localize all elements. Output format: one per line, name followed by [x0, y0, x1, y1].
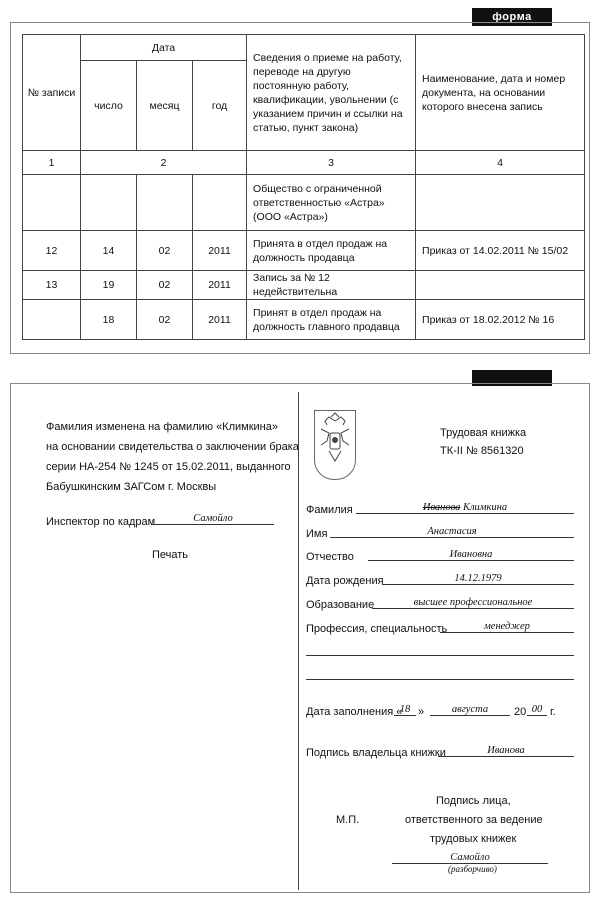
birth-field: 14.12.1979: [382, 573, 574, 585]
cell-day: [81, 175, 137, 231]
double-headed-eagle-icon: [315, 411, 355, 477]
name-label: Имя: [306, 528, 328, 540]
column-number: 4: [416, 151, 585, 175]
cell-month: 02: [137, 300, 193, 340]
form-tab: форма: [472, 8, 552, 26]
responsible-line: трудовых книжек: [430, 833, 517, 845]
name-field: Анастасия: [330, 526, 574, 538]
cell-doc: [416, 175, 585, 231]
owner-sign-label: Подпись владельца книжки: [306, 747, 446, 759]
stamp-place-label: М.П.: [336, 814, 360, 826]
table-row: [23, 300, 585, 340]
profession-field: менеджер: [440, 621, 574, 633]
header-record-no: № записи: [23, 35, 81, 151]
cell-day: 18: [81, 300, 137, 340]
table-row: [23, 231, 585, 271]
education-field: высшее профессиональное: [372, 597, 574, 609]
cell-doc: [416, 271, 585, 300]
profession-label: Профессия, специальность: [306, 623, 448, 635]
cell-month: 02: [137, 271, 193, 300]
blank-line: [306, 655, 574, 656]
table-row: [23, 271, 585, 300]
surname-field: [356, 502, 574, 514]
book-number: ТК-II № 8561320: [440, 445, 524, 457]
blank-line: [306, 679, 574, 680]
surname-old: Иванова: [422, 502, 461, 513]
cell-doc: Приказ от 18.02.2012 № 16: [416, 300, 585, 340]
year-abbr: г.: [550, 706, 556, 718]
patronymic-field: Ивановна: [368, 549, 574, 561]
book-title: Трудовая книжка: [440, 427, 527, 439]
cell-no: [23, 300, 81, 340]
cell-day: 14: [81, 231, 137, 271]
cell-month: [137, 175, 193, 231]
responsible-line: Подпись лица,: [436, 795, 511, 807]
education-label: Образование: [306, 599, 375, 611]
legible-note: (разборчиво): [448, 864, 497, 874]
cell-info: Принята в отдел продаж на должность продавца: [247, 231, 416, 271]
cell-info: Запись за № 12 недействительна: [247, 271, 416, 300]
inspector-label: Инспектор по кадрам: [46, 516, 156, 528]
cell-doc: Приказ от 14.02.2011 № 15/02: [416, 231, 585, 271]
fill-year-field: 00: [527, 704, 547, 716]
coat-of-arms-emblem: [314, 410, 356, 480]
cell-info: Принят в отдел продаж на должность главного продавца: [247, 300, 416, 340]
column-number: 1: [23, 151, 81, 175]
note-line: Бабушкинским ЗАГСом г. Москвы: [46, 481, 217, 493]
responsible-signature: Самойло: [392, 852, 548, 864]
fill-date-label: Дата заполнения «: [306, 706, 403, 718]
header-year: год: [193, 61, 247, 151]
header-month: месяц: [137, 61, 193, 151]
column-number: 2: [81, 151, 247, 175]
cell-no: 12: [23, 231, 81, 271]
owner-signature: Иванова: [438, 745, 574, 757]
surname-new: Климкина: [463, 502, 508, 513]
cell-day: 19: [81, 271, 137, 300]
header-info: Сведения о приеме на работу, переводе на другую постоянную работу, квалификации, увольнении (с указанием причин и ссылки на статью, пункт закона): [247, 35, 416, 151]
seal-label: Печать: [152, 549, 189, 561]
column-number: 3: [247, 151, 416, 175]
note-line: серии НА-254 № 1245 от 15.02.2011, выданного: [46, 461, 291, 473]
header-document: Наименование, дата и номер документа, на основании которого внесена запись: [416, 35, 585, 151]
fill-year-prefix: 20: [514, 706, 527, 718]
cell-year: [193, 175, 247, 231]
cell-no: 13: [23, 271, 81, 300]
header-day: число: [81, 61, 137, 151]
cell-year: 2011: [193, 271, 247, 300]
patronymic-label: Отчество: [306, 551, 354, 563]
birth-label: Дата рождения: [306, 575, 384, 587]
table-row: [23, 175, 585, 231]
inspector-signature: Самойло: [152, 513, 274, 525]
page-divider: [298, 392, 299, 890]
note-line: на основании свидетельства о заключении брака: [46, 441, 299, 453]
cell-year: 2011: [193, 231, 247, 271]
cell-info: Общество с ограниченной ответственностью «Астра» (ООО «Астра»): [247, 175, 416, 231]
employment-record-table: [22, 34, 585, 340]
cell-year: 2011: [193, 300, 247, 340]
cell-no: [23, 175, 81, 231]
header-date: Дата: [81, 35, 247, 61]
fill-day-field: 18: [394, 704, 416, 716]
cell-month: 02: [137, 231, 193, 271]
surname-label: Фамилия: [306, 504, 353, 516]
fill-month-field: августа: [430, 704, 510, 716]
quote-close: »: [418, 706, 425, 718]
responsible-line: ответственного за ведение: [405, 814, 543, 826]
note-line: Фамилия изменена на фамилию «Климкина»: [46, 421, 278, 433]
